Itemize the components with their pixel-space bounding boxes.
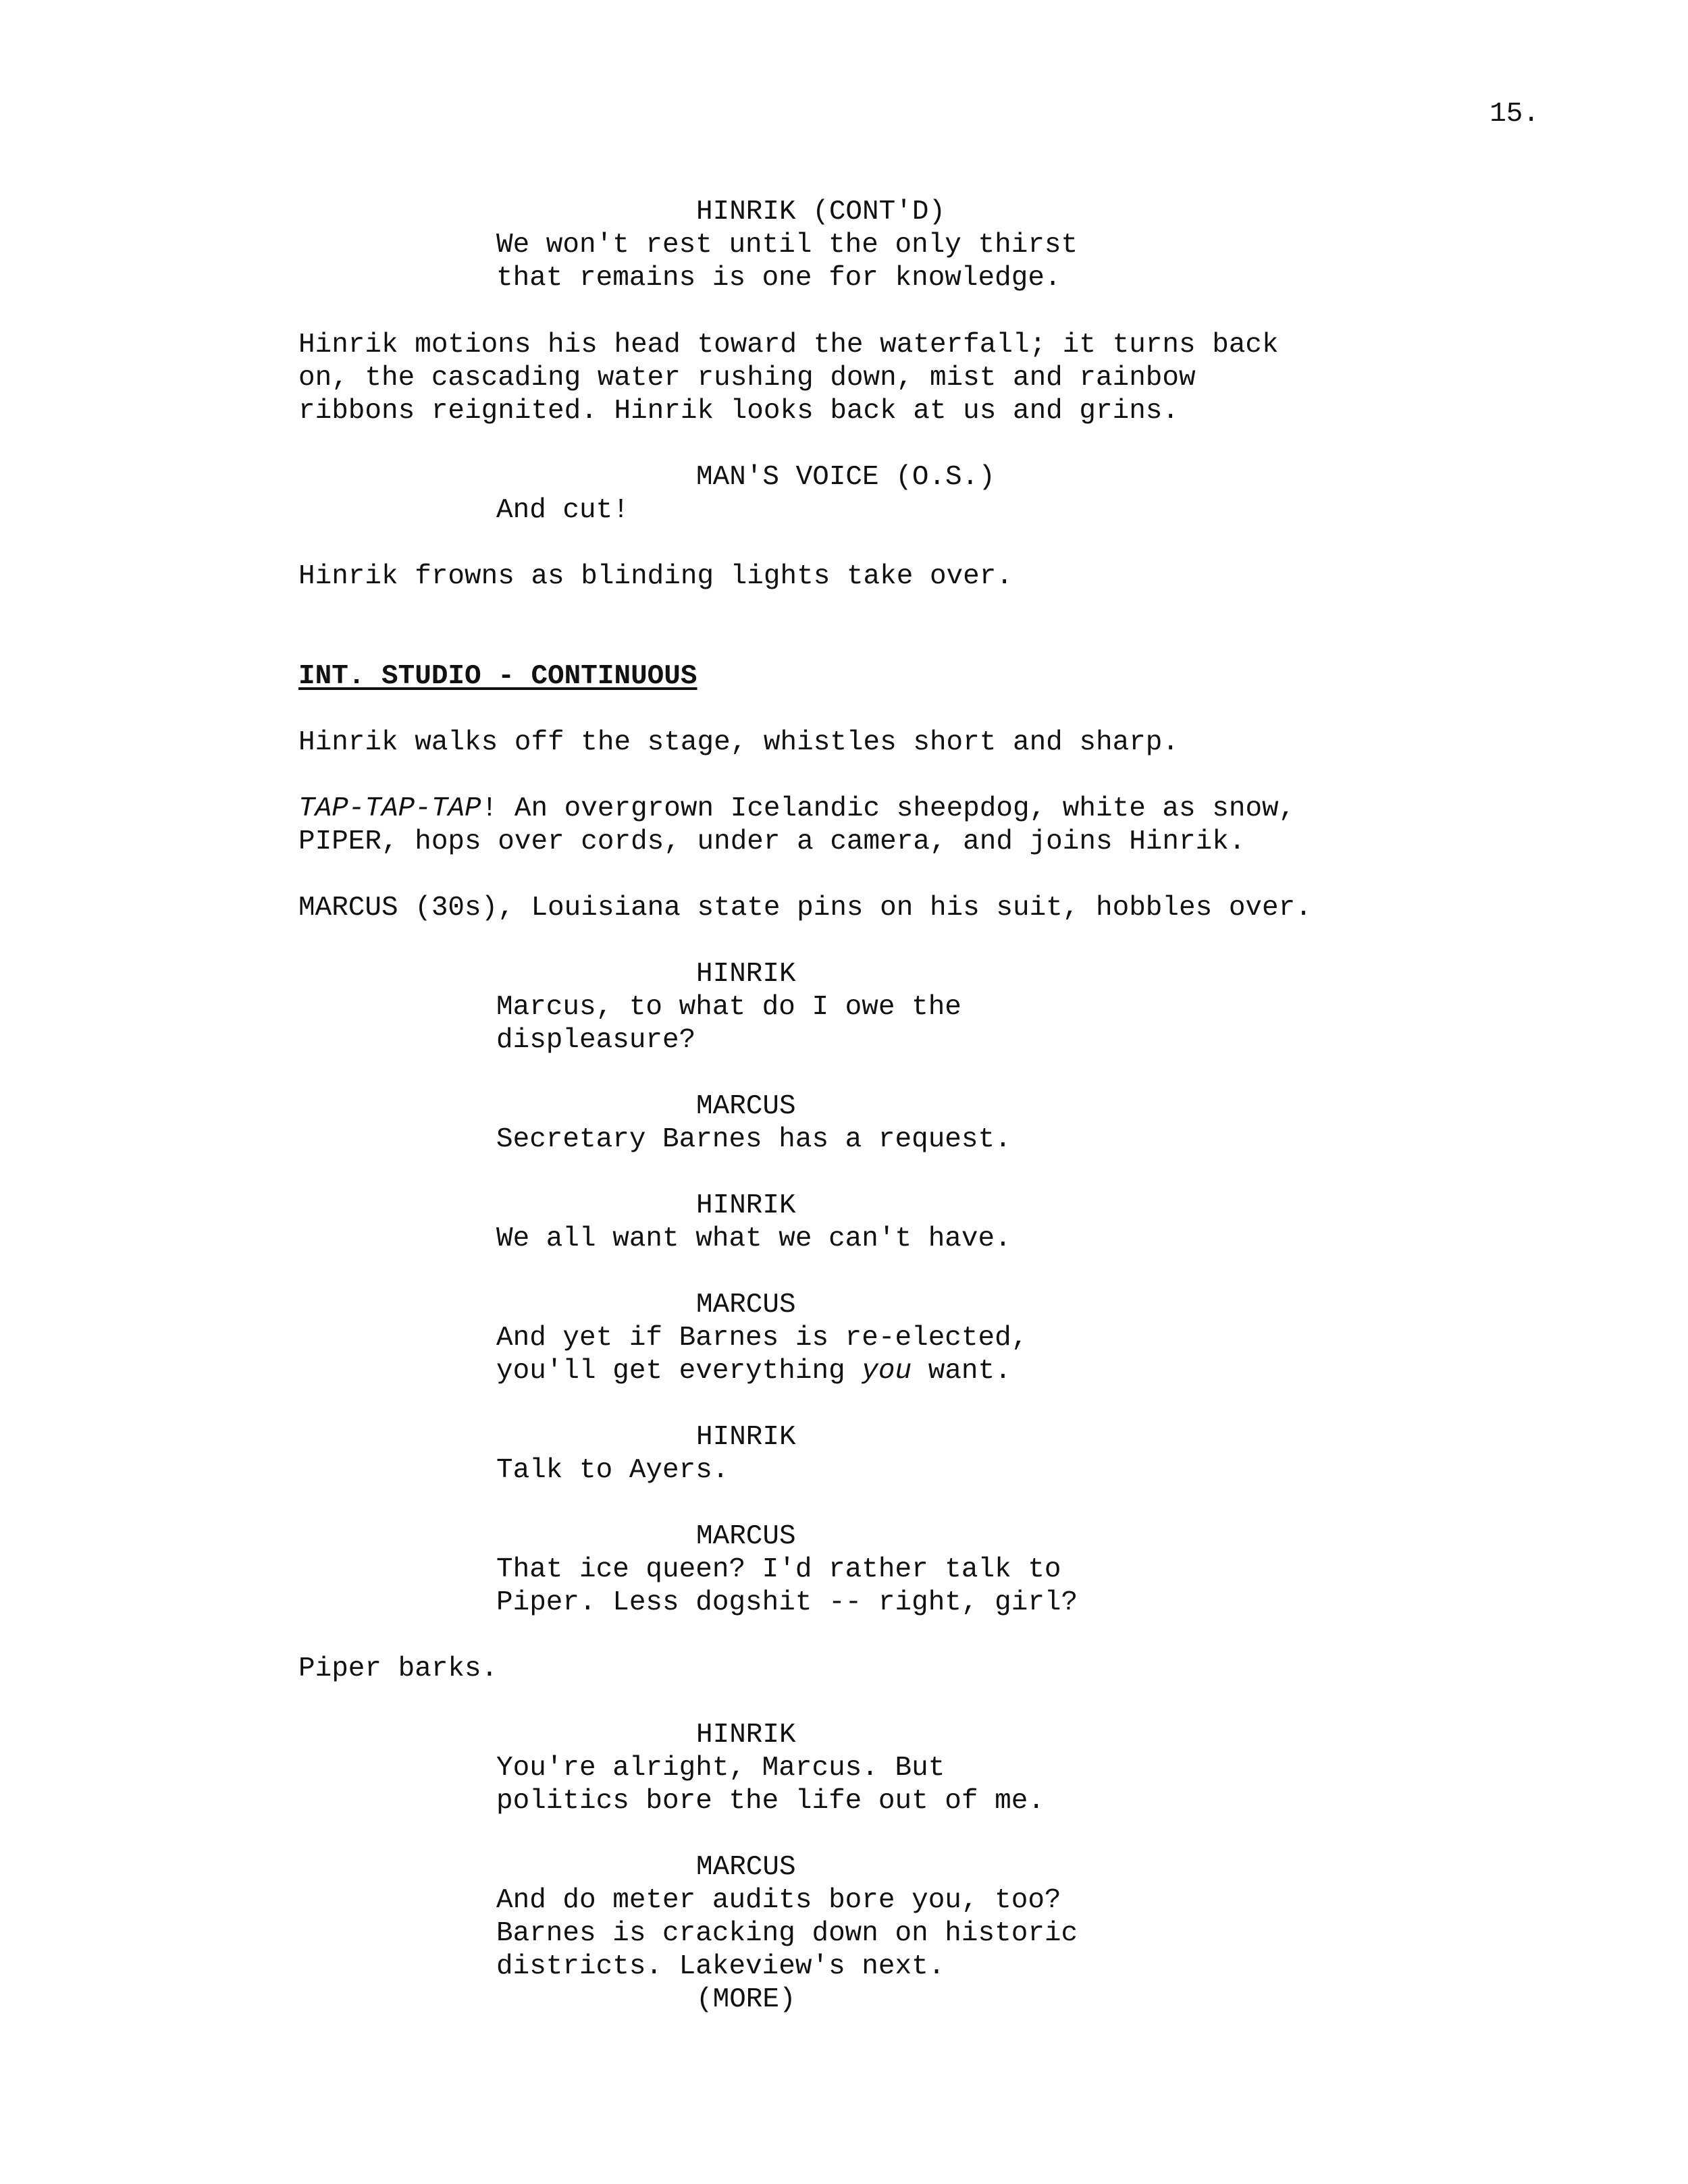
dialogue-line: Marcus, to what do I owe the (496, 992, 961, 1023)
character-cue: MARCUS (696, 1852, 796, 1883)
action-line: Hinrik frowns as blinding lights take over. (298, 561, 1013, 592)
character-cue: MAN'S VOICE (O.S.) (696, 462, 995, 493)
dialogue-line: We all want what we can't have. (496, 1223, 1011, 1254)
character-cue: MARCUS (696, 1091, 796, 1122)
page-number: 15. (1489, 99, 1539, 130)
dialogue-line: Piper. Less dogshit -- right, girl? (496, 1587, 1078, 1618)
emphasis: you (862, 1356, 912, 1387)
dialogue-line: Secretary Barnes has a request. (496, 1124, 1011, 1155)
dialogue-line: You're alright, Marcus. But (496, 1753, 945, 1784)
action-line: ribbons reignited. Hinrik looks back at us and grins. (298, 396, 1180, 427)
dialogue-text: you'll get everything (496, 1356, 862, 1387)
action-line: on, the cascading water rushing down, mist and rainbow (298, 363, 1196, 394)
character-cue: MARCUS (696, 1289, 796, 1321)
character-cue: HINRIK (CONT'D) (696, 196, 946, 228)
dialogue-line: That ice queen? I'd rather talk to (496, 1554, 1061, 1585)
action-line: Hinrik motions his head toward the waterfall; it turns back (298, 329, 1279, 361)
action-line: PIPER, hops over cords, under a camera, and joins Hinrik. (298, 826, 1246, 857)
action-line: Hinrik walks off the stage, whistles short and sharp. (298, 727, 1180, 758)
action-line (298, 793, 1295, 826)
dialogue-line: And do meter audits bore you, too? (496, 1885, 1061, 1916)
dialogue-line: And yet if Barnes is re-elected, (496, 1323, 1028, 1354)
character-cue: HINRIK (696, 959, 796, 990)
dialogue-line: And cut! (496, 495, 629, 526)
character-cue: HINRIK (696, 1422, 796, 1453)
character-cue: HINRIK (696, 1190, 796, 1221)
action-line: Piper barks. (298, 1653, 498, 1684)
action-text: ! An overgrown Icelandic sheepdog, white as snow, (481, 793, 1296, 824)
dialogue-line (496, 1355, 1011, 1388)
sound-effect: TAP-TAP-TAP (298, 793, 481, 824)
dialogue-text: want. (912, 1356, 1011, 1387)
dialogue-line: politics bore the life out of me. (496, 1786, 1045, 1817)
dialogue-line: Talk to Ayers. (496, 1455, 729, 1486)
character-cue: MARCUS (696, 1521, 796, 1552)
dialogue-line: Barnes is cracking down on historic (496, 1918, 1078, 1949)
scene-heading: INT. STUDIO - CONTINUOUS (298, 661, 697, 692)
dialogue-line: that remains is one for knowledge. (496, 263, 1061, 294)
dialogue-line: districts. Lakeview's next. (496, 1951, 945, 1982)
character-cue: HINRIK (696, 1720, 796, 1751)
dialogue-line: We won't rest until the only thirst (496, 230, 1078, 261)
dialogue-line: displeasure? (496, 1025, 696, 1056)
action-line: MARCUS (30s), Louisiana state pins on his suit, hobbles over. (298, 893, 1312, 924)
more-indicator: (MORE) (696, 1984, 796, 2015)
